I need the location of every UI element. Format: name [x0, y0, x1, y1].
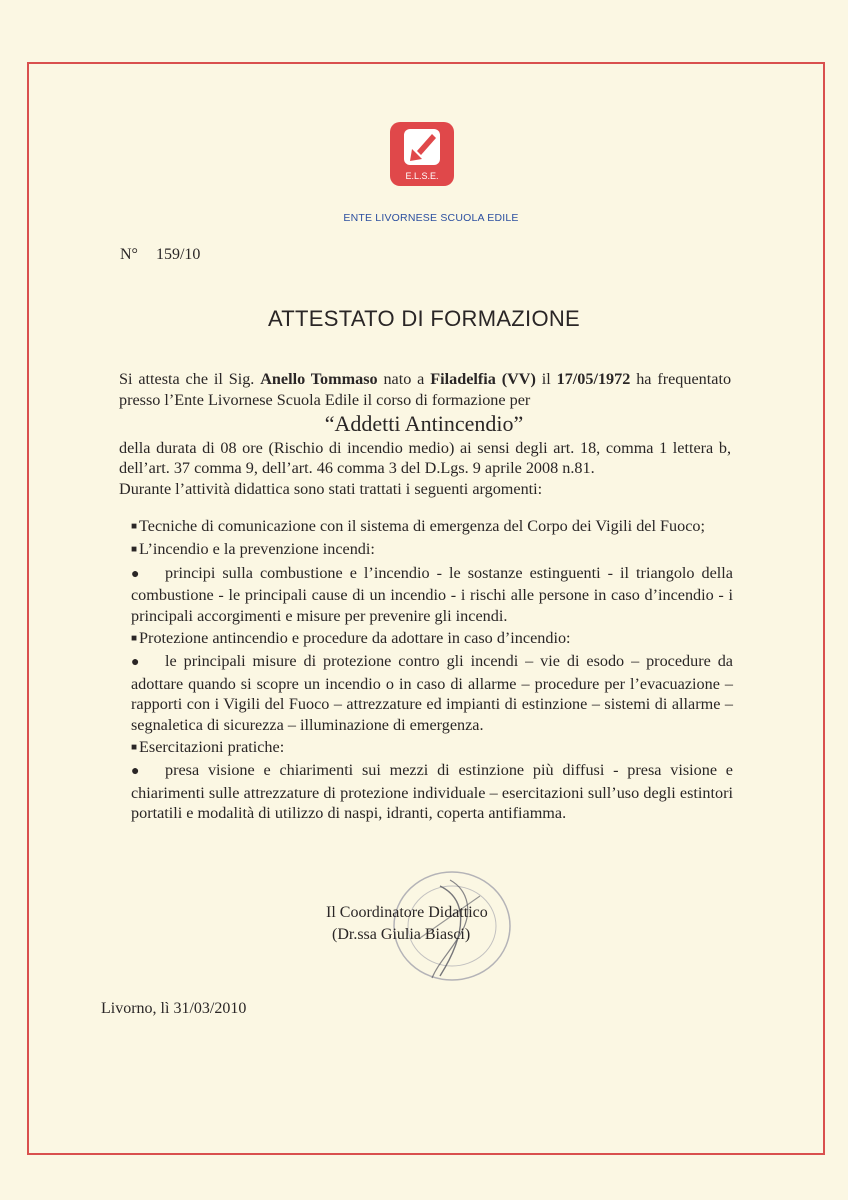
birthplace: Filadelfia (VV) [430, 370, 536, 388]
attestation-rest: ha frequentato presso l’Ente Livornese Scuola Edile il corso di formazione per [119, 370, 732, 409]
topic-text: Tecniche di comunicazione con il sistema di emergenza del Corpo dei Vigili del Fuoco; [139, 517, 705, 535]
topic-item [131, 539, 733, 560]
place-and-date: Livorno, lì 31/03/2010 [101, 1000, 247, 1017]
topic-detail [131, 760, 733, 823]
topic-detail [131, 651, 733, 735]
on-label: il [541, 370, 551, 388]
svg-text:E.L.S.E.: E.L.S.E. [405, 171, 439, 181]
else-logo [390, 122, 454, 186]
round-bullet-icon: ● [131, 566, 140, 582]
square-bullet-icon: ■ [131, 633, 138, 645]
topics-list [131, 516, 733, 826]
born-at-label: nato a [383, 370, 425, 388]
topic-detail-text: principi sulla combustione e l’incendio - le sostanze estinguenti - il triangolo della combustione - le principali cause di un incendio - i rischi alle persone in caso d’incendio - i principali accorgimenti e misure per prevenire gli incendi. [131, 563, 733, 625]
topic-detail-text: le principali misure di protezione contro gli incendi – vie di esodo – procedure da adottare quando si scopre un incendio o in caso di allarme – procedure per l’evacuazione – rapporti con i Vigili del Fuoco – attrezzature ed impianti di estinzione – sistemi di allarme – segnaletica di sicurezza – illuminazione di emergenza. [131, 652, 733, 734]
topic-item [131, 516, 733, 537]
square-bullet-icon: ■ [131, 544, 138, 556]
course-name: “Addetti Antincendio” [324, 411, 524, 436]
topic-item [131, 628, 733, 649]
signature-block [326, 902, 488, 946]
square-bullet-icon: ■ [131, 742, 138, 754]
topic-text: L’incendio e la prevenzione incendi: [139, 540, 375, 559]
intro-text: Si attesta che il Sig. [119, 370, 255, 388]
topic-text: Esercitazioni pratiche: [139, 738, 285, 757]
attestation-paragraph [119, 369, 731, 410]
certificate-number [120, 246, 200, 264]
signer-role: Il Coordinatore Didattico [326, 904, 488, 921]
course-details: della durata di 08 ore (Rischio di incendio medio) ai sensi degli art. 18, comma 1 lettera b, dell’art. 37 comma 9, dell’art. 46 comma 3 del D.Lgs. 9 aprile 2008 n.81. [119, 439, 731, 478]
organization-name: ENTE LIVORNESE SCUOLA EDILE [343, 212, 519, 224]
birthdate: 17/05/1972 [556, 370, 631, 388]
topic-text: Protezione antincendio e procedure da adottare in caso d’incendio: [139, 629, 571, 648]
square-bullet-icon: ■ [131, 521, 138, 532]
topic-detail-text: presa visione e chiarimenti sui mezzi di estinzione più diffusi - presa visione e chiarimenti sulle attrezzature di protezione individuale – esercitazioni sull’uso degli estintori portatili e modalità di utilizzo di naspi, idranti, coperta antifiamma. [131, 761, 733, 823]
signer-name: (Dr.ssa Giulia Biasci) [332, 926, 471, 943]
topic-detail [131, 563, 733, 626]
course-details-paragraph [119, 438, 731, 499]
topics-intro: Durante l’attività didattica sono stati trattati i seguenti argomenti: [119, 479, 543, 498]
topic-item [131, 737, 733, 758]
round-bullet-icon: ● [131, 764, 140, 780]
trainee-name: Anello Tommaso [260, 370, 378, 388]
number-value: 159/10 [155, 246, 201, 263]
number-label: N° [120, 246, 138, 263]
round-bullet-icon: ● [131, 655, 140, 671]
document-title: ATTESTATO DI FORMAZIONE [267, 306, 581, 331]
